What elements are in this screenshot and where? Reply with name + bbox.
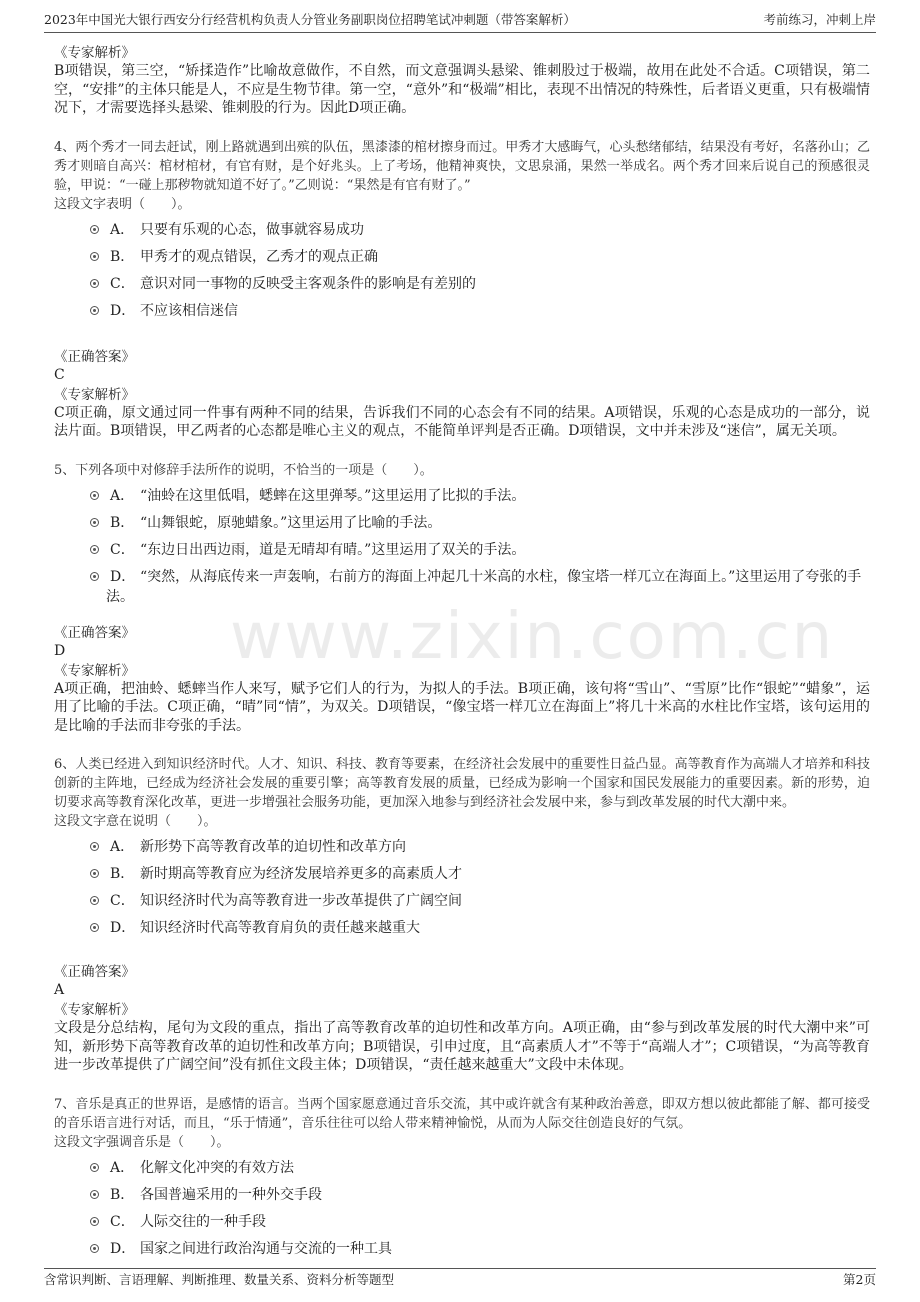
answer-label: 《正确答案》	[54, 964, 135, 980]
radio-icon[interactable]	[90, 869, 99, 878]
analysis-text: B项错误，第三空，“矫揉造作”比喻故意做作，不自然，而文意强调头悬梁、锥刺股过于极端，故用在此处不合适。C项错误，第二空，“安排”的主体只能是人，不应是生物节律。第一空，“意外”和“极端”相比，表现不出情况的特殊性，后者语义更重，只有极端情况下，才需要选择头悬梁、锥刺股的行为。因此D项正确。	[54, 63, 870, 116]
question-prompt: 这段文字表明（ ）。	[54, 196, 191, 212]
radio-icon[interactable]	[90, 279, 99, 288]
option-b[interactable]: B． 各国普遍采用的一种外交手段	[90, 1185, 870, 1205]
option-a[interactable]: A． 只要有乐观的心态，做事就容易成功	[90, 220, 870, 240]
page-content	[54, 44, 870, 1266]
question-stem: 7、音乐是真正的世界语，是感情的语言。当两个国家愿意通过音乐交流，其中或许就含有某种政治善意，即双方想以彼此都能了解、都可接受的音乐语言进行对话，而且，“乐于情通”，音乐往往可以给人带来精神愉悦，从而为人际交往创造良好的气氛。	[54, 1096, 870, 1131]
question-stem: 5、下列各项中对修辞手法所作的说明，不恰当的一项是（ ）。	[54, 462, 433, 478]
option-a[interactable]: A． 化解文化冲突的有效方法	[90, 1158, 870, 1178]
option-d[interactable]: D． “突然，从海底传来一声轰响，右前方的海面上冲起几十米高的水柱，像宝塔一样兀立在海面上。”这里运用了夸张的手法。	[90, 567, 870, 607]
option-c[interactable]: C． 人际交往的一种手段	[90, 1212, 870, 1232]
analysis-text: C项正确，原文通过同一件事有两种不同的结果，告诉我们不同的心态会有不同的结果。A项错误，乐观的心态是成功的一部分，说法片面。B项错误，甲乙两者的心态都是唯心主义的观点，不能简单评判是否正确。D项错误，文中并未涉及“迷信”，属无关项。	[54, 404, 870, 439]
option-list	[90, 1158, 870, 1259]
option-list	[90, 486, 870, 607]
answer-value: A	[54, 982, 65, 998]
radio-icon[interactable]	[90, 545, 99, 554]
page-number: 第2页	[843, 1272, 876, 1287]
option-c[interactable]: C． “东边日出西边雨，道是无晴却有晴。”这里运用了双关的手法。	[90, 540, 870, 560]
radio-icon[interactable]	[90, 842, 99, 851]
option-d[interactable]: D． 知识经济时代高等教育肩负的责任越来越重大	[90, 918, 870, 938]
option-c[interactable]: C． 知识经济时代为高等教育进一步改革提供了广阔空间	[90, 891, 870, 911]
radio-icon[interactable]	[90, 491, 99, 500]
question-stem: 4、两个秀才一同去赶试，刚上路就遇到出殡的队伍，黑漆漆的棺材擦身而过。甲秀才大感晦气，心头愁绪郁结，结果没有考好，名落孙山；乙秀才则暗自高兴：棺材棺材，有官有财，是个好兆头。上了考场，他精神爽快，文思泉涌，果然一举成名。两个秀才回来后说自己的预感很灵验，甲说：“一碰上那秽物就知道不好了。”乙则说：“果然是有官有财了。”	[54, 139, 870, 193]
radio-icon[interactable]	[90, 923, 99, 932]
radio-icon[interactable]	[90, 518, 99, 527]
question-stem: 6、人类已经进入到知识经济时代。人才、知识、科技、教育等要素，在经济社会发展中的重要性日益凸显。高等教育作为高端人才培养和科技创新的主阵地，已经成为经济社会发展的重要引擎；高等教育发展的质量，已经成为影响一个国家和国民发展能力的重要因素。新的形势，迫切要求高等教育深化改革，更进一步增强社会服务功能，更加深入地参与到经济社会发展中来，参与到改革发展的时代大潮中来。	[54, 757, 870, 810]
radio-icon[interactable]	[90, 572, 99, 581]
radio-icon[interactable]	[90, 896, 99, 905]
answer-value: C	[54, 366, 65, 383]
option-d[interactable]: D． 国家之间进行政治沟通与交流的一种工具	[90, 1239, 870, 1259]
radio-icon[interactable]	[90, 306, 99, 315]
question-prompt: 这段文字意在说明（ ）。	[54, 814, 217, 829]
radio-icon[interactable]	[90, 1163, 99, 1172]
radio-icon[interactable]	[90, 1190, 99, 1199]
option-c[interactable]: C． 意识对同一事物的反映受主客观条件的影响是有差别的	[90, 274, 870, 294]
option-a[interactable]: A． “油蛉在这里低唱，蟋蟀在这里弹琴。”这里运用了比拟的手法。	[90, 486, 870, 506]
analysis-text: 文段是分总结构，尾句为文段的重点，指出了高等教育改革的迫切性和改革方向。A项正确，由“参与到改革发展的时代大潮中来”可知，新形势下高等教育改革的迫切性和改革方向；B项错误，引申过度，且“高素质人才”不等于“高端人才”；C项错误，“为高等教育进一步改革提供了广阔空间”没有抓住文段主体；D项错误，“责任越来越重大”文段中未体现。	[54, 1020, 870, 1073]
option-list	[90, 837, 870, 938]
question-prompt: 这段文字强调音乐是（ ）。	[54, 1134, 230, 1150]
page-footer	[44, 1268, 876, 1291]
answer-label: 《正确答案》	[54, 348, 135, 365]
analysis-label: 《专家解析》	[54, 45, 135, 61]
header-slogan: 考前练习，冲刺上岸	[763, 12, 876, 27]
option-d[interactable]: D． 不应该相信迷信	[90, 301, 870, 321]
option-list	[90, 220, 870, 321]
analysis-text: A项正确，把油蛉、蟋蟀当作人来写，赋予它们人的行为，为拟人的手法。B项正确，该句将“雪山”、“雪原”比作“银蛇”“蜡象”，运用了比喻的手法。C项正确，“晴”同“情”，为双关。D项错误，“像宝塔一样兀立在海面上”将几十米高的水柱比作宝塔，该句运用的是比喻的手法而非夸张的手法。	[54, 680, 870, 734]
analysis-label: 《专家解析》	[54, 662, 135, 679]
radio-icon[interactable]	[90, 225, 99, 234]
analysis-label: 《专家解析》	[54, 1002, 135, 1018]
document-title: 2023年中国光大银行西安分行经营机构负责人分管业务副职岗位招聘笔试冲刺题（带答案解析）	[44, 12, 576, 27]
footer-topics: 含常识判断、言语理解、判断推理、数量关系、资料分析等题型	[44, 1272, 395, 1287]
option-a[interactable]: A． 新形势下高等教育改革的迫切性和改革方向	[90, 837, 870, 857]
radio-icon[interactable]	[90, 1217, 99, 1226]
radio-icon[interactable]	[90, 252, 99, 261]
answer-value: D	[54, 642, 66, 659]
option-b[interactable]: B． “山舞银蛇，原驰蜡象。”这里运用了比喻的手法。	[90, 513, 870, 533]
radio-icon[interactable]	[90, 1244, 99, 1253]
option-b[interactable]: B． 新时期高等教育应为经济发展培养更多的高素质人才	[90, 864, 870, 884]
answer-label: 《正确答案》	[54, 624, 135, 641]
watermark: www.zixin.com.cn	[230, 600, 835, 674]
page-header	[44, 10, 876, 33]
analysis-label: 《专家解析》	[54, 386, 135, 403]
option-b[interactable]: B． 甲秀才的观点错误，乙秀才的观点正确	[90, 247, 870, 267]
